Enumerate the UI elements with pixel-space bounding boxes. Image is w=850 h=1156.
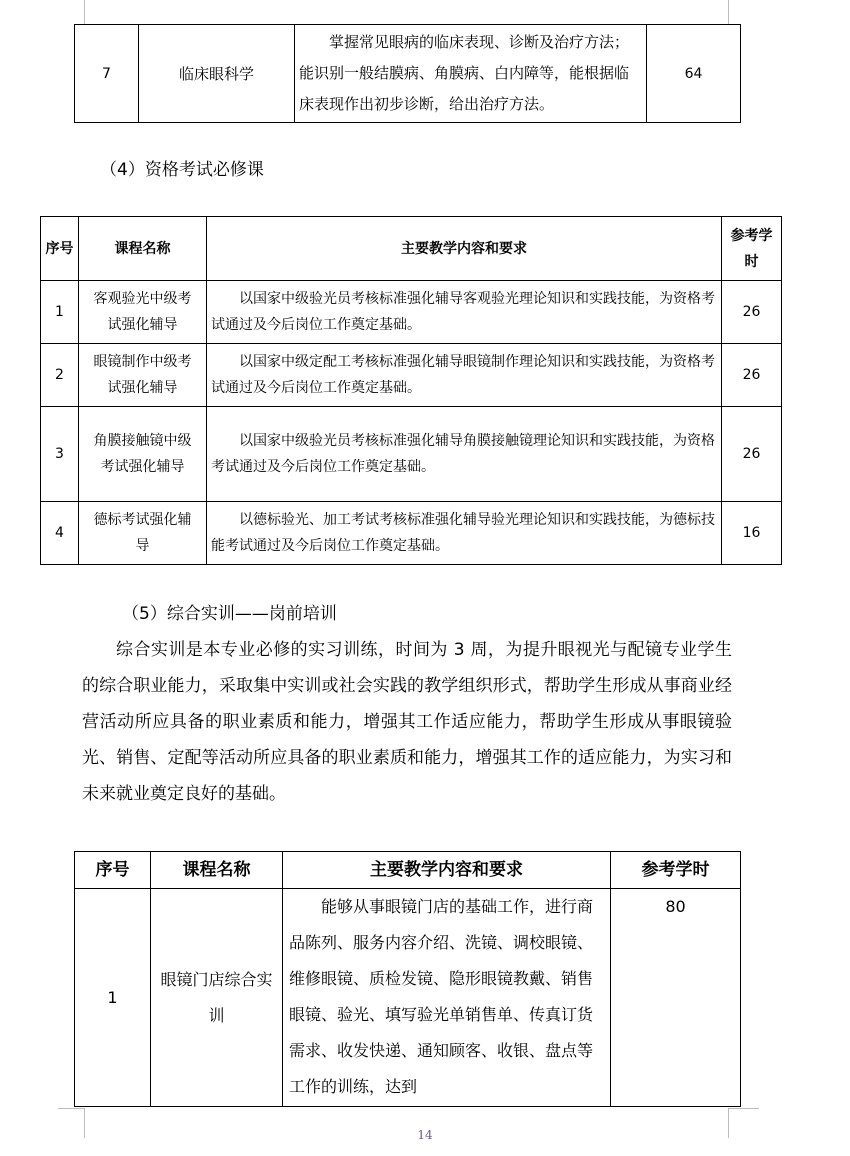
course-content: 能够从事眼镜门店的基础工作，进行商品陈列、服务内容介绍、洗镜、调校眼镜、维修眼镜、质检发镜、隐形眼镜教戴、销售眼镜、验光、填写验光单销售单、传真订货需求、收发快递、通知顾客、收银、盘点等工作的训练，达到 [283, 889, 611, 1107]
section-heading-4: （4）资格考试必修课 [100, 160, 264, 180]
header-content: 主要教学内容和要求 [207, 217, 722, 281]
course-hours: 26 [722, 281, 782, 344]
crop-mark-top-left [84, 0, 85, 24]
header-course-name: 课程名称 [151, 852, 283, 889]
section-heading-5: （5）综合实训——岗前培训 [122, 604, 337, 624]
header-hours: 参考学时 [611, 852, 741, 889]
table-row [41, 281, 782, 344]
course-content: 以国家中级定配工考核标准强化辅导眼镜制作理论知识和实践技能，为资格考试通过及今后岗位工作奠定基础。 [207, 344, 722, 407]
course-hours: 26 [722, 344, 782, 407]
table-row [75, 25, 741, 123]
course-hours: 26 [722, 407, 782, 502]
course-content: 掌握常见眼病的临床表现、诊断及治疗方法；能识别一般结膜病、角膜病、白内障等，能根据临床表现作出初步诊断，给出治疗方法。 [295, 25, 647, 123]
course-name: 临床眼科学 [139, 25, 295, 123]
row-number: 7 [75, 25, 139, 123]
practical-training-table [74, 851, 741, 1107]
header-content: 主要教学内容和要求 [283, 852, 611, 889]
row-number: 2 [41, 344, 79, 407]
course-name: 德标考试强化辅导 [79, 502, 207, 565]
header-number: 序号 [41, 217, 79, 281]
row-number: 3 [41, 407, 79, 502]
row-number: 1 [75, 889, 151, 1107]
table-row [41, 344, 782, 407]
row-number: 1 [41, 281, 79, 344]
crop-mark-bottom-right-h [729, 1108, 759, 1109]
table-row [41, 407, 782, 502]
header-hours: 参考学时 [722, 217, 782, 281]
header-number: 序号 [75, 852, 151, 889]
crop-mark-bottom-left-h [58, 1108, 84, 1109]
course-name: 眼镜门店综合实训 [151, 889, 283, 1107]
row-number: 4 [41, 502, 79, 565]
course-content: 以德标验光、加工考试考核标准强化辅导验光理论知识和实践技能，为德标技能考试通过及今后岗位工作奠定基础。 [207, 502, 722, 565]
course-hours: 64 [647, 25, 741, 123]
course-name: 客观验光中级考试强化辅导 [79, 281, 207, 344]
page-number: 14 [417, 1128, 433, 1142]
table-row [41, 502, 782, 565]
course-hours: 80 [611, 889, 741, 1107]
crop-mark-top-right [728, 0, 729, 24]
section-5-paragraph: 综合实训是本专业必修的实习训练，时间为 3 周，为提升眼视光与配镜专业学生的综合职业能力，采取集中实训或社会实践的教学组织形式，帮助学生形成从事商业经营活动所应具备的职业素质和能力，增强其工作适应能力，帮助学生形成从事眼镜验光、销售、定配等活动所应具备的职业素质和能力，增强其工作的适应能力，为实习和未来就业奠定良好的基础。 [82, 640, 732, 804]
course-content: 以国家中级验光员考核标准强化辅导客观验光理论知识和实践技能，为资格考试通过及今后岗位工作奠定基础。 [207, 281, 722, 344]
table-row [75, 889, 741, 1107]
table-header-row [41, 217, 782, 281]
header-course-name: 课程名称 [79, 217, 207, 281]
course-table-continued [74, 24, 741, 123]
course-name: 眼镜制作中级考试强化辅导 [79, 344, 207, 407]
course-name: 角膜接触镜中级考试强化辅导 [79, 407, 207, 502]
exam-courses-table [40, 216, 782, 565]
course-content: 以国家中级验光员考核标准强化辅导角膜接触镜理论知识和实践技能，为资格考试通过及今后岗位工作奠定基础。 [207, 407, 722, 502]
course-hours: 16 [722, 502, 782, 565]
table-header-row [75, 852, 741, 889]
